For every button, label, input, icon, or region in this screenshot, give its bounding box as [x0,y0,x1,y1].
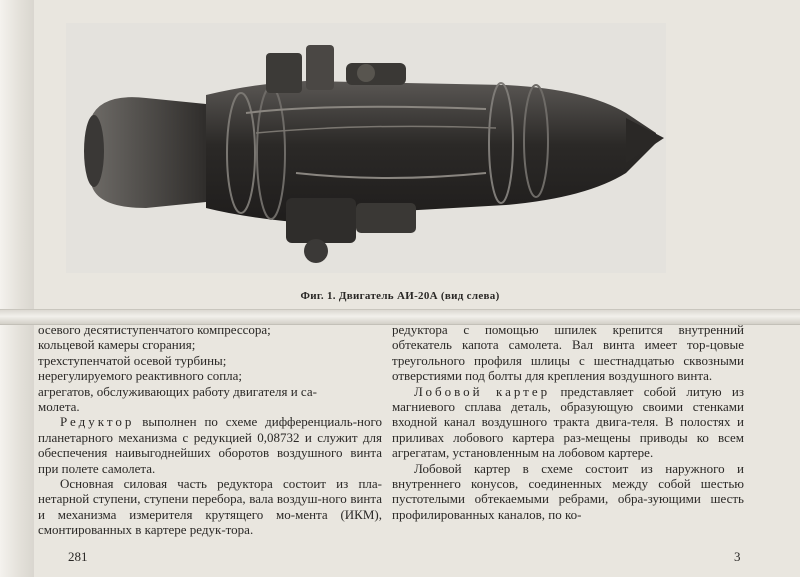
page-number-left: 281 [68,549,88,564]
reductor-paragraph [38,414,382,476]
list-item: трехступенчатой осевой турбины; [38,352,227,368]
list-item: нерегулируемого реактивного сопла; [38,368,243,384]
figure-caption: Фиг. 1. Двигатель АИ-20А (вид слева) [300,290,500,302]
reductor-text: выполнен по схеме дифференциаль-ного планетарного механизма с редукцией 0,08732 и служит для обеспечения наивыгоднейших оборотов воздушного винта при полете самолета. [38,414,382,476]
left-column [38,322,382,538]
frontal-text: представляет собой литую из магниевого сплава деталь, образующую своими стенками входной канал воздушного тракта двига-теля. В полостях и приливах лобового картера раз-мещены приводы ко всем агрегатам, установленным на лобовом картере. [392,383,744,461]
shaft-paragraph: редуктора с помощью шпилек крепится внутренний обтекатель капота самолета. Вал винта имеет тор-цовые треугольного профиля шлицы с шестнадцатью сквозными отверстиями под болты для крепления воздушного винта. [392,322,744,384]
engine-photo [66,23,666,273]
list-item: осевого десятиступенчатого компрессора; [38,322,271,337]
frontal-housing-paragraph [392,384,744,461]
main-part-paragraph: Основная силовая часть редуктора состоит из пла-нетарной ступени, ступени перебора, вала воздуш-ного винта и механизма измерителя крутящего мо-мента (ИКМ), смонтированных в картере редук-тора. [38,476,382,538]
page-number-right: 3 [734,549,741,564]
page-edge [0,0,34,577]
list-item: кольцевой камеры сгорания; [38,337,196,353]
term-reductor: Редуктор [60,414,135,430]
list-item: агрегатов, обслуживающих работу двигателя и са- [38,383,317,399]
right-column [392,322,744,522]
list-item-continuation: молета. [38,399,80,415]
cones-paragraph: Лобовой картер в схеме состоит из наружного и внутреннего конусов, соединенных между собой шестью пустотелыми обтекаемыми ребрами, обра-зующими шесть профилированных каналов, по ко- [392,460,744,522]
term-frontal-housing: Лобовой картер [414,383,551,399]
turboprop-engine-photo-icon [66,23,666,273]
